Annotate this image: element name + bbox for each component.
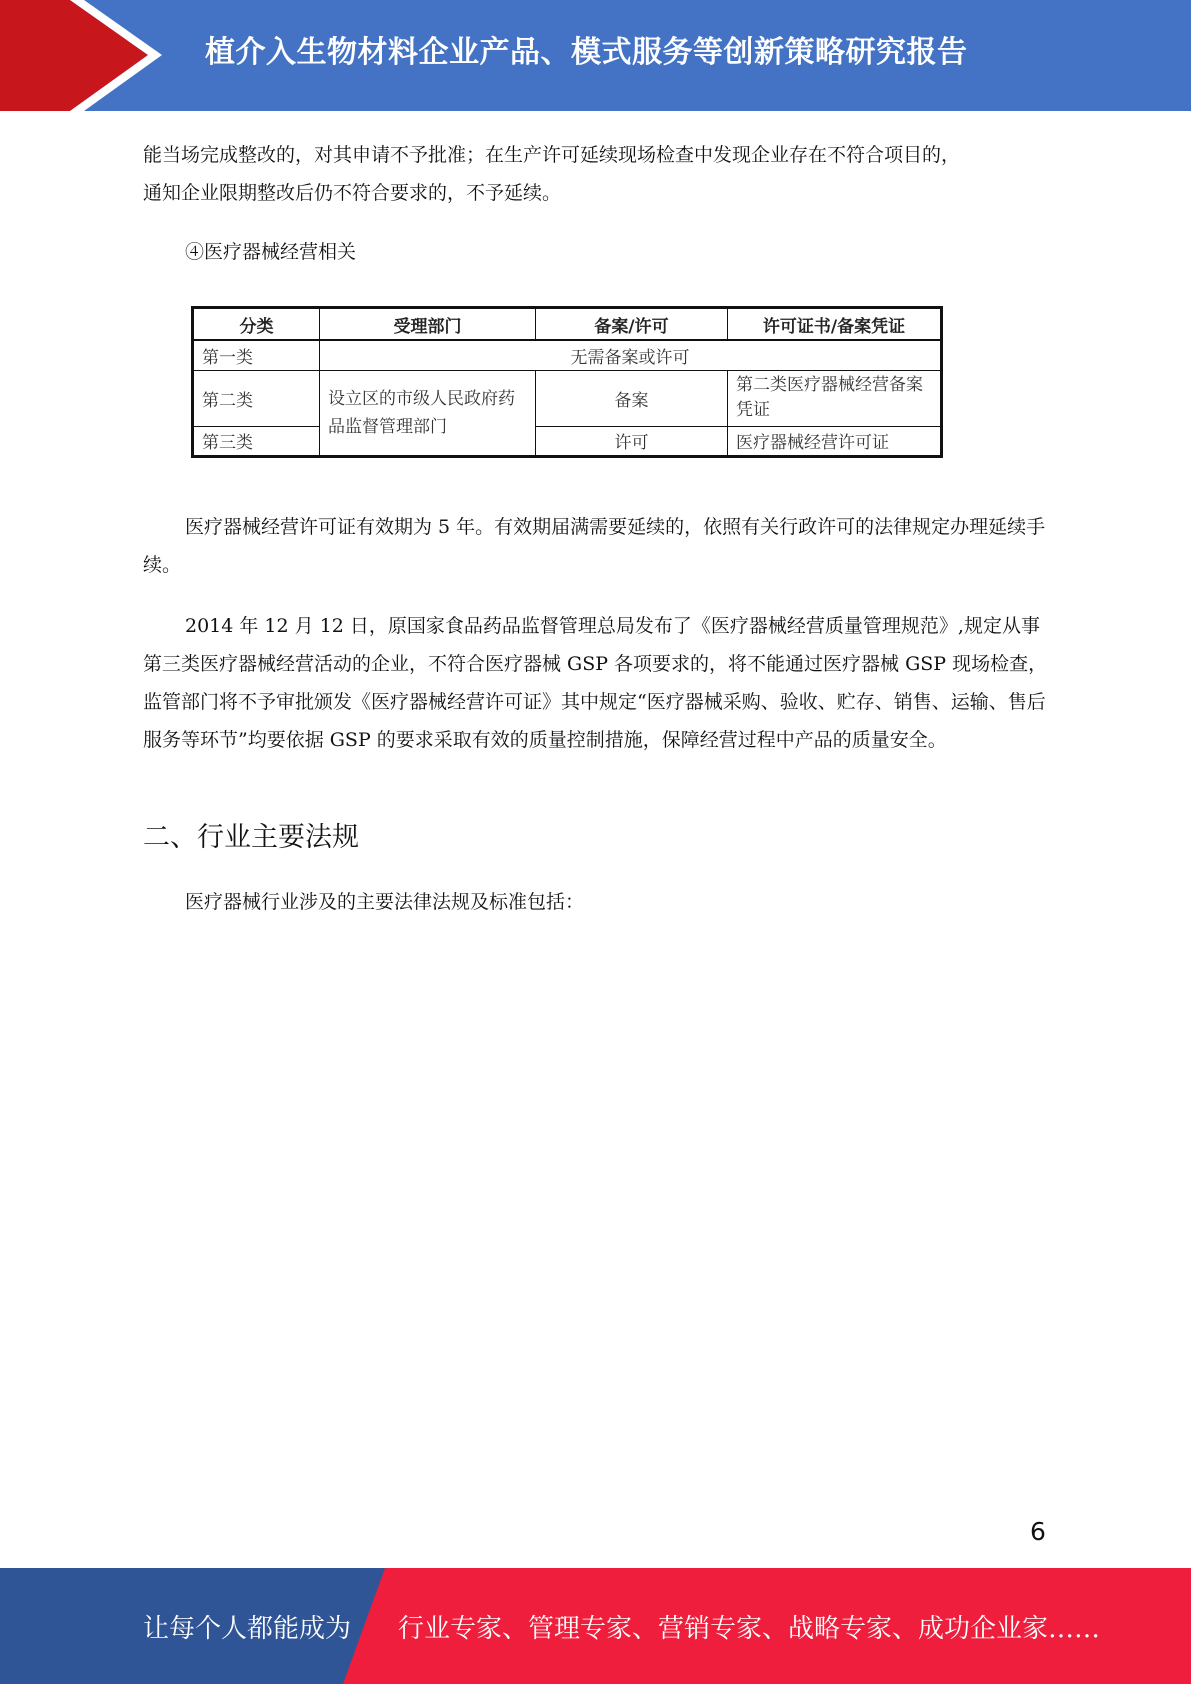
subheading-medical-device-operation: ④医疗器械经营相关: [185, 241, 357, 263]
table-header-row: [193, 308, 942, 341]
page-number: 6: [1030, 1517, 1046, 1546]
paragraph-4: 医疗器械行业涉及的主要法律法规及标准包括：: [185, 891, 585, 913]
table-cell-department: 设立区的市级人民政府药品监督管理部门: [320, 371, 536, 457]
footer-slogan-right: 行业专家、管理专家、营销专家、战略专家、成功企业家……: [398, 1614, 1101, 1644]
page-header: [0, 0, 1191, 111]
paragraph-1-line-1: 能当场完成整改的，对其申请不予批准；在生产许可延续现场检查中发现企业存在不符合项目的，: [143, 144, 961, 166]
table-header-cell: 受理部门: [320, 308, 536, 341]
table-header-cell: 备案/许可: [536, 308, 728, 341]
table-cell-category: 第一类: [193, 340, 320, 370]
operation-license-table: [191, 306, 943, 458]
page-footer: [0, 1568, 1191, 1684]
table-cell-type: 备案: [536, 371, 728, 427]
paragraph-3: 2014 年 12 月 12 日，原国家食品药品监督管理总局发布了《医疗器械经营质量管理规范》,规定从事第三类医疗器械经营活动的企业，不符合医疗器械 GSP 各项要求的，将不能通过医疗器械 GSP 现场检查，监管部门将不予审批颁发《医疗器械经营许可证》其中规定“医疗器械采购、验收、贮存、销售、运输、售后服务等环节”均要依据 GSP 的要求采取有效的质量控制措施，保障经营过程中产品的质量安全。: [143, 615, 1048, 751]
report-title: 植介入生物材料企业产品、模式服务等创新策略研究报告: [205, 35, 968, 70]
table-header-cell: 分类: [193, 308, 320, 341]
table-cell-type: 许可: [536, 426, 728, 456]
table-row: [193, 340, 942, 370]
red-chevron: [0, 0, 148, 111]
table-cell-certificate: 医疗器械经营许可证: [728, 426, 942, 456]
section-title: 二、行业主要法规: [143, 822, 359, 853]
paragraph-2: 医疗器械经营许可证有效期为 5 年。有效期届满需要延续的，依照有关行政许可的法律规定办理延续手续。: [143, 516, 1046, 576]
footer-slogan-left: 让每个人都能成为: [143, 1614, 352, 1644]
table-row: [193, 426, 942, 456]
table-cell-category: 第二类: [193, 371, 320, 427]
table-cell-category: 第三类: [193, 426, 320, 456]
table-cell-certificate: 第二类医疗器械经营备案凭证: [728, 371, 942, 427]
table-cell-merged: 无需备案或许可: [320, 340, 942, 370]
table-row: [193, 371, 942, 427]
table-header-cell: 许可证书/备案凭证: [728, 308, 942, 341]
paragraph-1-line-2: 通知企业限期整改后仍不符合要求的，不予延续。: [143, 182, 562, 204]
paragraph-1: [143, 136, 1048, 212]
